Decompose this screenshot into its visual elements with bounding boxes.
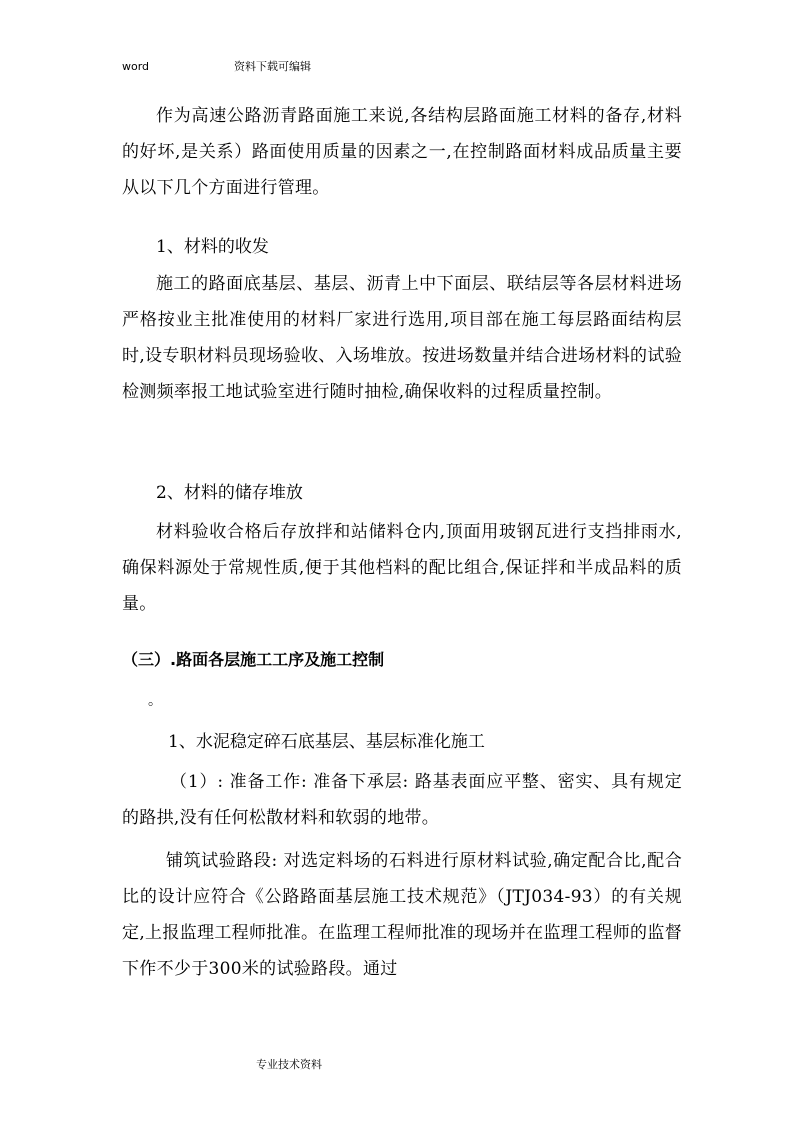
subheading-material-storage: 2、材料的储存堆放 [156, 483, 303, 503]
header-editable-note: 资料下载可编辑 [234, 60, 311, 73]
stray-period: 。 [148, 693, 162, 709]
paragraph-preparation: （1）: 准备工作: 准备下承层: 路基表面应平整、密实、具有规定的路拱,没有任何松散材料和软弱的地带。 [122, 772, 682, 828]
header-word-label: word [122, 60, 150, 73]
section-heading-three: （三）.路面各层施工工序及施工控制 [122, 650, 385, 669]
paragraph-intro: 作为高速公路沥青路面施工来说,各结构层路面施工材料的备存,材料的好坏,是关系）路面使用质量的因素之一,在控制路面材料成品质量主要从以下几个方面进行管理。 [122, 106, 682, 198]
subheading-cement-stabilized-base: 1、水泥稳定碎石底基层、基层标准化施工 [168, 732, 485, 752]
subheading-material-receipt: 1、材料的收发 [156, 237, 269, 257]
paragraph-material-storage: 材料验收合格后存放拌和站储料仓内,顶面用玻钢瓦进行支挡排雨水,确保料源处于常规性质,便于其他档料的配比组合,保证拌和半成品料的质量。 [122, 522, 682, 614]
paragraph-material-receipt: 施工的路面底基层、基层、沥青上中下面层、联结层等各层材料进场严格按业主批准使用的材料厂家进行选用,项目部在施工每层路面结构层时,设专职材料员现场验收、入场堆放。按进场数量并结合进场材料的试验检测频率报工地试验室进行随时抽检,确保收料的过程质量控制。 [122, 274, 682, 402]
paragraph-trial-section: 铺筑试验路段: 对选定料场的石料进行原材料试验,确定配合比,配合比的设计应符合《公路路面基层施工技术规范》（JTJ034-93）的有关规定,上报监理工程师批准。在监理工程师批准的现场并在监理工程师的监督下作不少于300米的试验路段。通过 [122, 851, 682, 979]
footer-label: 专业技术资料 [256, 1058, 322, 1071]
